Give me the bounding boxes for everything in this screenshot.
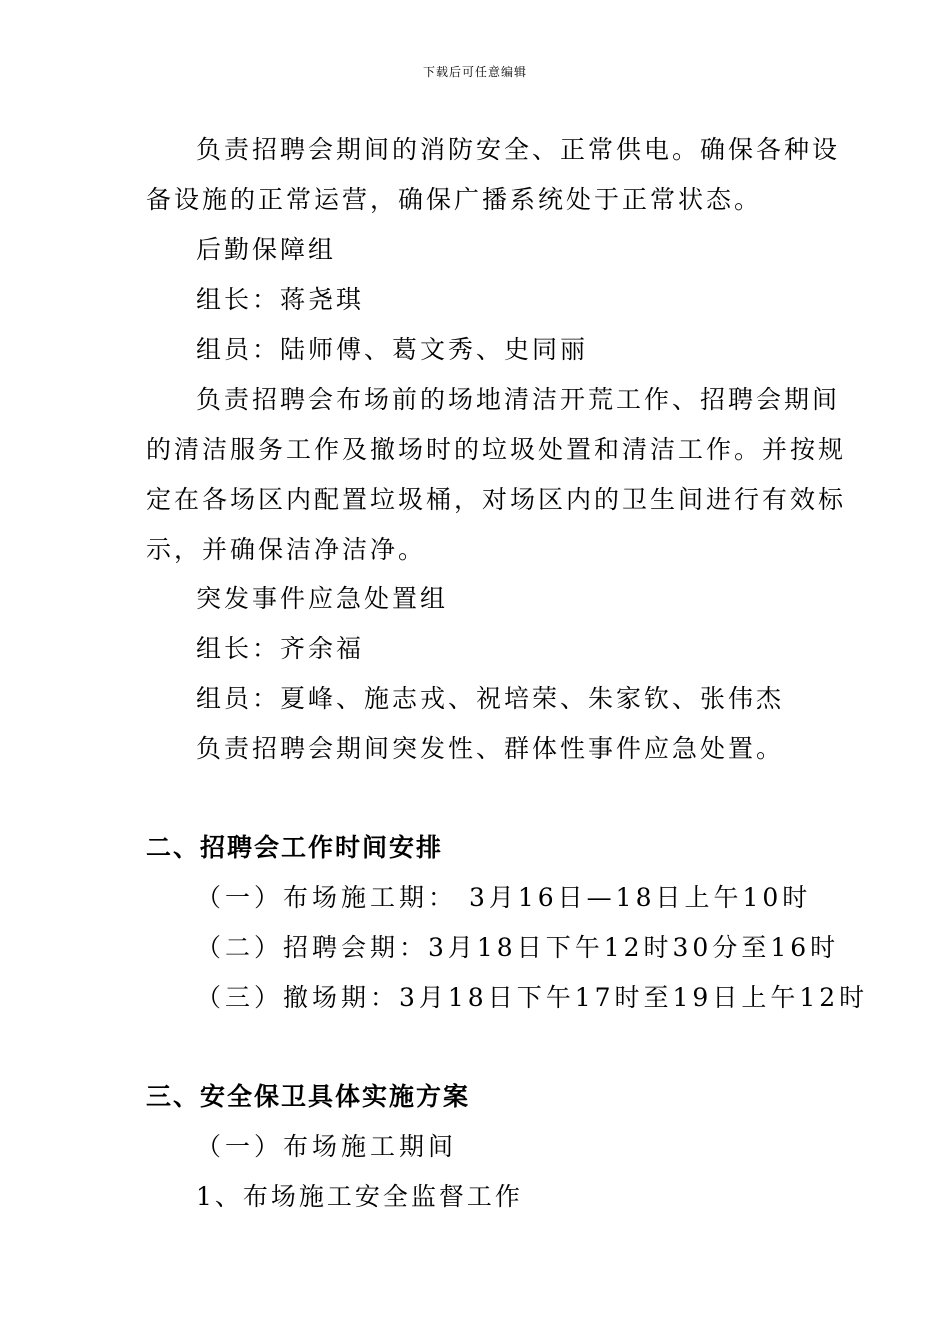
group-leader: 组长：蒋尧琪 bbox=[196, 285, 365, 314]
group-leader: 组长：齐余福 bbox=[196, 634, 365, 663]
paragraph-line: 负责招聘会期间的消防安全、正常供电。确保各种设 bbox=[196, 135, 841, 164]
paragraph-line: 负责招聘会期间突发性、群体性事件应急处置。 bbox=[196, 734, 785, 763]
schedule-item: （二）招聘会期：3月18日下午12时30分至16时 bbox=[196, 933, 840, 962]
page-header: 下载后可任意编辑 bbox=[422, 65, 527, 79]
paragraph-line: 的清洁服务工作及撤场时的垃圾处置和清洁工作。并按规 bbox=[146, 435, 847, 464]
schedule-item: （一）布场施工期： 3月16日—18日上午10时 bbox=[196, 883, 812, 912]
section-heading-security-plan: 三、安全保卫具体实施方案 bbox=[146, 1082, 471, 1111]
plan-item: 1、布场施工安全监督工作 bbox=[196, 1182, 523, 1211]
group-title-emergency: 突发事件应急处置组 bbox=[196, 584, 449, 613]
schedule-item: （三）撤场期：3月18日下午17时至19日上午12时 bbox=[196, 983, 869, 1012]
group-members: 组员：夏峰、施志戎、祝培荣、朱家钦、张伟杰 bbox=[196, 684, 785, 713]
group-title-logistics: 后勤保障组 bbox=[196, 235, 337, 264]
section-heading-schedule: 二、招聘会工作时间安排 bbox=[146, 833, 444, 862]
group-members: 组员：陆师傅、葛文秀、史同丽 bbox=[196, 335, 589, 364]
paragraph-line: 定在各场区内配置垃圾桶，对场区内的卫生间进行有效标 bbox=[146, 485, 847, 514]
paragraph-line: 备设施的正常运营，确保广播系统处于正常状态。 bbox=[146, 185, 763, 214]
paragraph-line: 负责招聘会布场前的场地清洁开荒工作、招聘会期间 bbox=[196, 385, 841, 414]
plan-subheading: （一）布场施工期间 bbox=[196, 1132, 458, 1161]
paragraph-line: 示，并确保洁净洁净。 bbox=[146, 535, 427, 564]
